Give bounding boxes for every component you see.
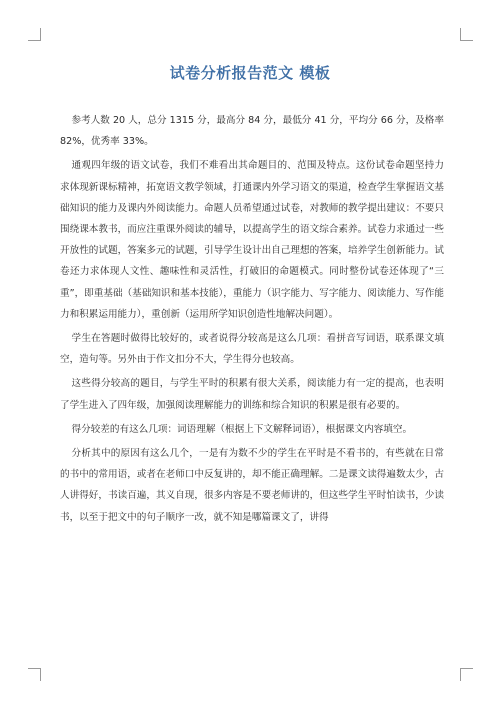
- paragraph-exam-overview: 通观四年级的语文试卷，我们不难看出其命题目的、范围及特点。这份试卷命题坚持力求体现新课标精神，拓宽语文教学领域，打通课内外学习语文的渠道，检查学生掌握语文基础知识的能力及课内外阅读能力。命题人员希望通过试卷，对教师的教学提出建议：不要只围绕课本教书，而应注重课外阅读的辅导，以提高学生的语文综合素养。试卷力求通过一些开放性的试题，答案多元的试题，引导学生设计出自己理想的答案，培养学生创新能力。试卷还力求体现人文性、趣味性和灵活性，打破旧的命题模式。同时整份试卷还体现了“三重”，即重基础（基础知识和基本技能），重能力（识字能力、写字能力、阅读能力、写作能力和积累运用能力），重创新（运用所学知识创造性地解决问题）。: [60, 160, 444, 320]
- crop-mark-bottom-left: [28, 668, 41, 681]
- paragraph-strong-reasons: 这些得分较高的题目，与学生平时的积累有很大关系，阅读能力有一定的提高，也表明了学生进入了四年级，加强阅读理解能力的训练和综合知识的积累是很有必要的。: [60, 378, 444, 411]
- crop-mark-top-left: [28, 28, 41, 41]
- crop-mark-bottom-right: [460, 668, 473, 681]
- paragraph-weak-items: 得分较差的有这么几项：词语理解（根据上下文解释词语），根据课文内容填空。: [71, 423, 413, 435]
- paragraph-strong-items: 学生在答题时做得比较好的，或者说得分较高是这么几项：看拼音写词语，联系课文填空，造句等。另外由于作文扣分不大，学生得分也较高。: [60, 333, 444, 366]
- paragraph-weak-reasons: 分析其中的原因有这么几个，一是有为数不少的学生在平时是不看书的，有些就在日常的书中的常用语，或者在老师口中反复讲的，却不能正确理解。二是课文读得遍数太少，古人讲得好，书读百遍，其义自现，很多内容是不要老师讲的，但这些学生平时怕读书，少读书，以至于把文中的句子顺序一改，就不知是哪篇课文了，讲得: [60, 448, 444, 523]
- document-title: 试卷分析报告范文 模板: [169, 64, 331, 82]
- document-body: [60, 110, 444, 528]
- crop-mark-top-right: [460, 28, 473, 41]
- paragraph-score-summary: 参考人数 20 人，总分 1315 分，最高分 84 分，最低分 41 分，平均分 66 分，及格率 82%，优秀率 33%。: [60, 115, 444, 148]
